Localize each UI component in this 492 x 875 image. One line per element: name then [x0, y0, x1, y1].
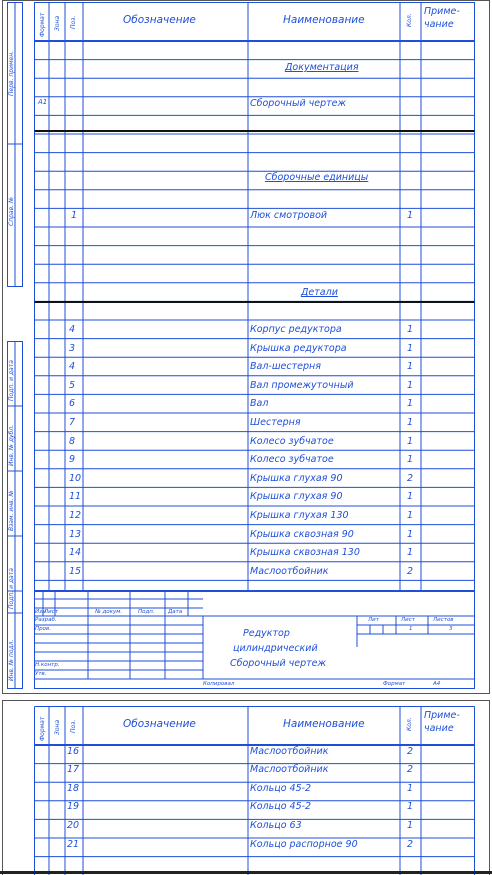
tb-sheets-label: Листов	[433, 617, 454, 623]
col-header-qty: Кол.	[406, 13, 413, 27]
tb-col-doc-no: № докум.	[95, 609, 123, 615]
tb-col-sheet: Лист	[44, 609, 58, 615]
section-parts: Детали	[301, 287, 338, 298]
col-header-name: Наименование	[283, 14, 365, 26]
part-pos: 20	[67, 820, 80, 831]
section-documentation: Документация	[285, 62, 359, 73]
assembly-row-name: Люк смотровой	[250, 210, 328, 221]
part-qty: 1	[407, 324, 414, 335]
part-name: Крышка сквозная 130	[250, 547, 360, 559]
part-name: Кольцо 45-2	[250, 782, 312, 794]
col-header-format-2: Формат	[39, 716, 46, 741]
section-assembly-units: Сборочные единицы	[265, 172, 369, 183]
part-pos: 12	[69, 510, 82, 521]
col-header-qty-2: Кол.	[406, 717, 413, 731]
part-qty: 1	[407, 454, 414, 466]
part-qty: 1	[407, 435, 414, 447]
part-pos: 8	[69, 435, 76, 447]
part-pos: 21	[67, 838, 80, 850]
part-qty: 2	[407, 838, 414, 850]
side-label-replace-inv: Взам. инв. №	[8, 490, 15, 531]
part-qty: 1	[407, 820, 414, 831]
tb-title-2: цилиндрический	[233, 643, 318, 654]
part-pos: 3	[69, 342, 76, 354]
part-pos: 16	[67, 745, 80, 757]
part-qty: 1	[407, 528, 414, 540]
col-header-note-2-1: Приме-	[424, 710, 460, 721]
part-name: Крышка глухая 90	[250, 472, 343, 484]
tb-col-sign: Подп.	[138, 609, 155, 615]
tb-lit-label: Лит	[368, 617, 379, 623]
tb-format-label: Формат	[383, 681, 406, 687]
part-qty: 1	[407, 398, 414, 410]
part-name: Маслоотбойник	[250, 764, 329, 776]
tb-developed: Разраб.	[35, 617, 57, 623]
part-qty: 1	[407, 379, 414, 391]
tb-norm-control: Н.контр.	[35, 662, 60, 668]
part-name: Шестерня	[250, 417, 301, 428]
doc-row-format: А1	[38, 98, 48, 106]
part-name: Корпус редуктора	[250, 324, 342, 335]
tb-sheets-value: 3	[449, 626, 453, 632]
col-header-pos-2: Поз.	[70, 719, 77, 733]
part-name: Крышка глухая 130	[250, 510, 349, 521]
part-qty: 2	[407, 565, 414, 577]
col-header-format: Формат	[39, 12, 46, 37]
tb-sheet-value: 1	[409, 626, 413, 632]
part-pos: 15	[69, 565, 82, 577]
part-name: Маслоотбойник	[250, 745, 329, 757]
side-label-inv-dupl: Инв. № дубл.	[8, 424, 15, 466]
tb-sheet-label: Лист	[401, 617, 415, 623]
part-name: Вал-шестерня	[250, 361, 321, 373]
side-label-ref-no: Справ. №	[8, 196, 15, 226]
col-header-name-2: Наименование	[283, 718, 365, 730]
part-name: Колесо зубчатое	[250, 435, 334, 447]
part-pos: 18	[67, 782, 80, 794]
col-header-note-2-2: чание	[424, 723, 454, 734]
part-qty: 1	[407, 342, 414, 354]
part-name: Кольцо 63	[250, 820, 302, 831]
col-header-zone-2: Зона	[54, 719, 61, 735]
part-qty: 1	[407, 510, 414, 521]
part-pos: 14	[69, 547, 82, 559]
tb-col-date: Дата	[168, 609, 183, 615]
part-name: Крышка сквозная 90	[250, 528, 354, 540]
part-pos: 4	[69, 324, 76, 335]
part-pos: 10	[69, 472, 82, 484]
col-header-designation-2: Обозначение	[123, 718, 196, 730]
part-pos: 19	[67, 801, 80, 813]
part-name: Маслоотбойник	[250, 565, 329, 577]
tb-copied: Копировал	[203, 681, 235, 687]
side-label-inv-orig: Инв. № подл.	[8, 639, 15, 681]
part-pos: 17	[67, 764, 80, 776]
part-qty: 1	[407, 491, 414, 503]
part-qty: 1	[407, 782, 414, 794]
part-name: Кольцо распорное 90	[250, 838, 358, 850]
col-header-note-2: чание	[424, 19, 454, 30]
part-pos: 4	[69, 361, 76, 373]
part-qty: 1	[407, 361, 414, 373]
col-header-pos: Поз.	[70, 15, 77, 29]
part-pos: 6	[69, 398, 76, 410]
doc-row-name: Сборочный чертеж	[250, 98, 347, 109]
part-qty: 1	[407, 801, 414, 813]
side-label-first-use: Перв. примен.	[8, 50, 15, 96]
part-pos: 7	[69, 417, 76, 428]
tb-title-3: Сборочный чертеж	[230, 658, 327, 669]
tb-approved: Утв.	[35, 671, 47, 677]
part-name: Крышка глухая 90	[250, 491, 343, 503]
part-name: Кольцо 45-2	[250, 801, 312, 813]
part-name: Вал	[250, 398, 269, 410]
part-qty: 1	[407, 547, 414, 559]
part-pos: 13	[69, 528, 82, 540]
tb-title-1: Редуктор	[243, 628, 290, 639]
sheet-1-grid	[3, 1, 489, 693]
spec-sheet-1	[2, 0, 490, 694]
col-header-zone: Зона	[54, 15, 61, 31]
side-label-sign-date-2: Подп. и дата	[8, 568, 15, 609]
side-label-sign-date-1: Подп. и дата	[8, 360, 15, 401]
part-qty: 2	[407, 472, 414, 484]
part-name: Крышка редуктора	[250, 342, 347, 354]
assembly-row-qty: 1	[407, 210, 414, 221]
tb-format-value: А4	[433, 681, 441, 687]
part-pos: 11	[69, 491, 82, 503]
tb-col-change: Изм	[35, 609, 47, 615]
part-name: Колесо зубчатое	[250, 454, 334, 466]
part-qty: 1	[407, 417, 414, 428]
part-pos: 5	[69, 379, 76, 391]
part-qty: 2	[407, 764, 414, 776]
col-header-note-1: Приме-	[424, 6, 460, 17]
assembly-row-pos: 1	[71, 210, 78, 221]
tb-checked: Пров.	[35, 626, 51, 632]
part-qty: 2	[407, 745, 414, 757]
col-header-designation: Обозначение	[123, 14, 196, 26]
part-pos: 9	[69, 454, 76, 466]
spec-sheet-2	[2, 700, 490, 875]
part-name: Вал промежуточный	[250, 379, 354, 391]
